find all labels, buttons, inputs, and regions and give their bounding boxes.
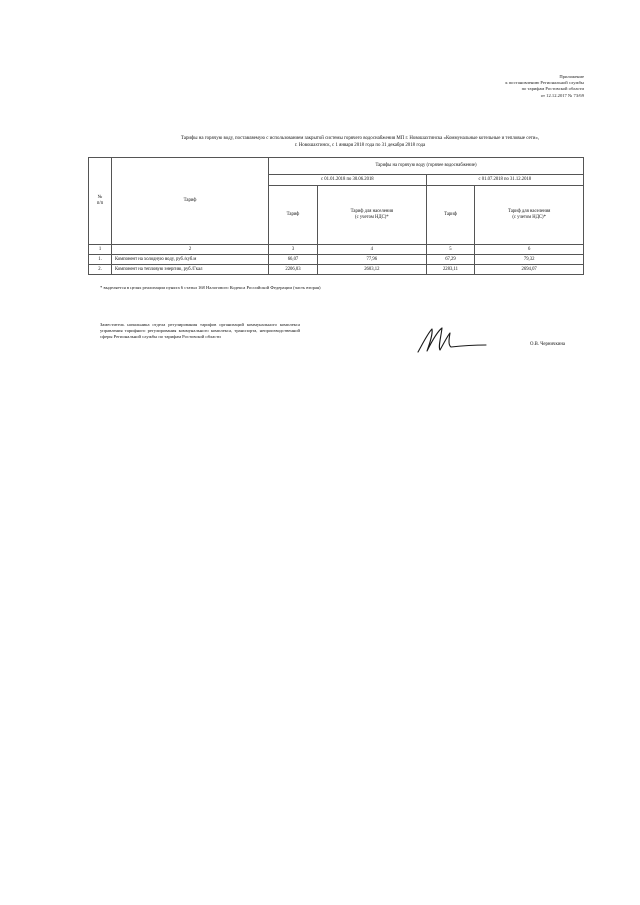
header-tariff-1: Тариф — [269, 186, 318, 245]
table-row — [89, 255, 584, 265]
annex-block — [444, 74, 584, 99]
annex-line: по тарифам Ростовской области — [521, 86, 584, 92]
row-value: 2206,03 — [269, 265, 318, 275]
signatory-position: Заместитель начальника отдела регулирования тарифов организаций коммунального комплекса управления тарифного регулирования коммунального комплекса, транспорта, непроизводственной сферы Региональной службы по тарифам Ростовской области — [100, 322, 300, 340]
header-no: № п/п — [89, 158, 112, 245]
annex-line: к постановлению Региональной службы — [505, 80, 584, 86]
header-tariff-population-1: Тариф для населения (с учетом НДС)* — [317, 186, 426, 245]
row-value: 2283,11 — [426, 265, 475, 275]
title-line-2: г. Новошахтинск, с 1 января 2018 года по 31 декабря 2018 года — [294, 142, 426, 148]
numbering-cell: 4 — [317, 245, 426, 255]
numbering-cell: 3 — [269, 245, 318, 255]
header-period-2: с 01.07.2018 по 31.12.2018 — [426, 175, 583, 186]
annex-line: Приложение — [559, 74, 584, 79]
title-line-1: Тарифы на горячую воду, поставляемую с использованием закрытой системы горячего водоснабжения МП г. Новошахтинска «Коммунальные котельные и тепловые сети», — [180, 136, 540, 141]
numbering-row — [89, 245, 584, 255]
document-title — [150, 136, 570, 149]
row-value: 2694,07 — [475, 265, 584, 275]
header-period-1: с 01.01.2018 по 30.06.2018 — [269, 175, 427, 186]
row-number: 1. — [89, 255, 112, 265]
row-name: Компонент на тепловую энергию, руб./Гкал — [112, 265, 269, 275]
row-value: 2603,12 — [317, 265, 426, 275]
tariff-table — [88, 157, 584, 275]
row-value: 66,07 — [269, 255, 318, 265]
footnote: * выделяется в целях реализации пункта 6 статьи 168 Налогового Кодекса Российской Федерации (часть вторая) — [100, 285, 321, 290]
numbering-cell: 1 — [89, 245, 112, 255]
header-tariff-2: Тариф — [426, 186, 475, 245]
row-value: 67,29 — [426, 255, 475, 265]
row-value: 79,32 — [475, 255, 584, 265]
numbering-cell: 6 — [475, 245, 584, 255]
row-name: Компонент на холодную воду, руб./куб.м — [112, 255, 269, 265]
numbering-cell: 2 — [112, 245, 269, 255]
numbering-cell: 5 — [426, 245, 475, 255]
handwritten-signature — [414, 325, 490, 355]
signatory-name: О.В. Черничкина — [530, 342, 566, 347]
row-number: 2. — [89, 265, 112, 275]
header-group: Тарифы на горячую воду (горячее водоснабжение) — [269, 158, 584, 175]
table-row — [89, 265, 584, 275]
annex-line: от 12.12.2017 № 73/69 — [540, 92, 584, 98]
header-name: Тариф — [112, 158, 269, 245]
row-value: 77,96 — [317, 255, 426, 265]
header-tariff-population-2: Тариф для населения (с учетом НДС)* — [475, 186, 584, 245]
